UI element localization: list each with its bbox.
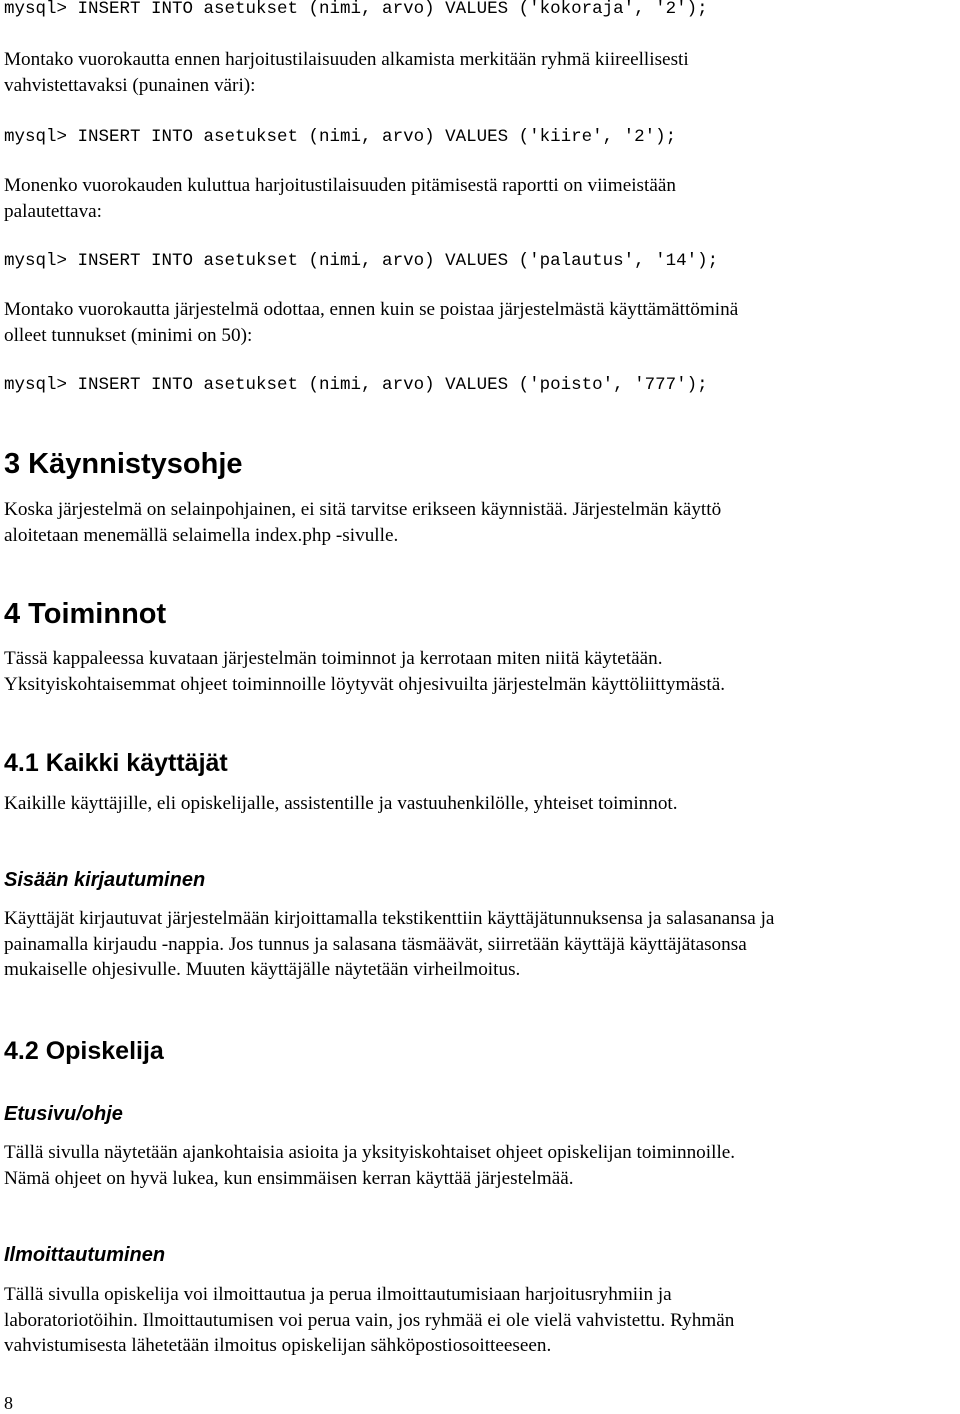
text-line: laboratoriotöihin. Ilmoittautumisen voi perua vain, jos ryhmää ei ole vielä vahvistettu. Ryhmän [4,1309,735,1331]
paragraph-palautus [4,173,676,224]
text-line: Tällä sivulla näytetään ajankohtaisia asioita ja yksityiskohtaiset ohjeet opiskelijan toiminnoille. [4,1142,736,1163]
text-line: vahvistumisesta lähetetään ilmoitus opiskelijan sähköpostiosoitteeseen. [4,1335,552,1356]
heading-toiminnot: 4 Toiminnot [4,598,167,630]
text-line: palautettava: [4,200,103,222]
text-line: Nämä ohjeet on hyvä lukea, kun ensimmäisen kerran käyttää järjestelmää. [4,1167,574,1189]
heading-kaynnistysohje: 3 Käynnistysohje [4,448,243,480]
paragraph-sisaan [4,906,774,983]
heading-ilmoittautuminen: Ilmoittautuminen [4,1244,166,1266]
paragraph-etusivu [4,1140,735,1191]
text-line: aloitetaan menemällä selaimella index.php -sivulle. [4,524,399,546]
sql-kokoraja: mysql> INSERT INTO asetukset (nimi, arvo) VALUES ('kokoraja', '2'); [4,0,708,19]
text-line: Montako vuorokautta ennen harjoitustilaisuuden alkamista merkitään ryhmä kiireellisesti [4,49,689,70]
heading-etusivu-ohje: Etusivu/ohje [4,1103,123,1125]
paragraph-poisto [4,297,738,348]
text-line: olleet tunnukset (minimi on 50): [4,324,253,346]
text-line: Kaikille käyttäjille, eli opiskelijalle, assistentille ja vastuuhenkilölle, yhteiset toiminnot. [4,793,678,814]
paragraph-toiminnot [4,646,725,697]
paragraph-kaikki [4,791,678,817]
text-line: vahvistettavaksi (punainen väri): [4,74,256,96]
heading-sisaan-kirjautuminen: Sisään kirjautuminen [4,869,206,891]
text-line: Yksityiskohtaisemmat ohjeet toiminnoille löytyvät ohjesivuilta järjestelmän käyttöliittymästä. [4,673,726,695]
text-line: Tällä sivulla opiskelija voi ilmoittautua ja perua ilmoittautumisiaan harjoitusryhmiin ja [4,1284,672,1305]
sql-palautus: mysql> INSERT INTO asetukset (nimi, arvo) VALUES ('palautus', '14'); [4,251,719,271]
paragraph-ilmoittautuminen [4,1282,734,1359]
text-line: painamalla kirjaudu -nappia. Jos tunnus ja salasana täsmäävät, siirretään käyttäjä käyttäjätasonsa [4,933,747,955]
paragraph-kaynnistys [4,497,721,548]
paragraph-kiire [4,47,689,98]
page-number: 8 [4,1393,13,1413]
heading-opiskelija: 4.2 Opiskelija [4,1037,164,1065]
sql-poisto: mysql> INSERT INTO asetukset (nimi, arvo) VALUES ('poisto', '777'); [4,375,708,395]
text-line: Koska järjestelmä on selainpohjainen, ei sitä tarvitse erikseen käynnistää. Järjestelmän käyttö [4,499,722,520]
sql-kiire: mysql> INSERT INTO asetukset (nimi, arvo) VALUES ('kiire', '2'); [4,127,677,147]
text-line: Monenko vuorokauden kuluttua harjoitustilaisuuden pitämisestä raportti on viimeistään [4,175,676,196]
heading-kaikki-kayttajat: 4.1 Kaikki käyttäjät [4,749,228,777]
text-line: Montako vuorokautta järjestelmä odottaa, ennen kuin se poistaa järjestelmästä käyttämättöminä [4,299,739,320]
text-line: Tässä kappaleessa kuvataan järjestelmän toiminnot ja kerrotaan miten niitä käytetään. [4,648,663,669]
text-line: mukaiselle ohjesivulle. Muuten käyttäjälle näytetään virheilmoitus. [4,959,521,980]
text-line: Käyttäjät kirjautuvat järjestelmään kirjoittamalla tekstikenttiin käyttäjätunnuksensa ja salasanansa ja [4,908,775,929]
